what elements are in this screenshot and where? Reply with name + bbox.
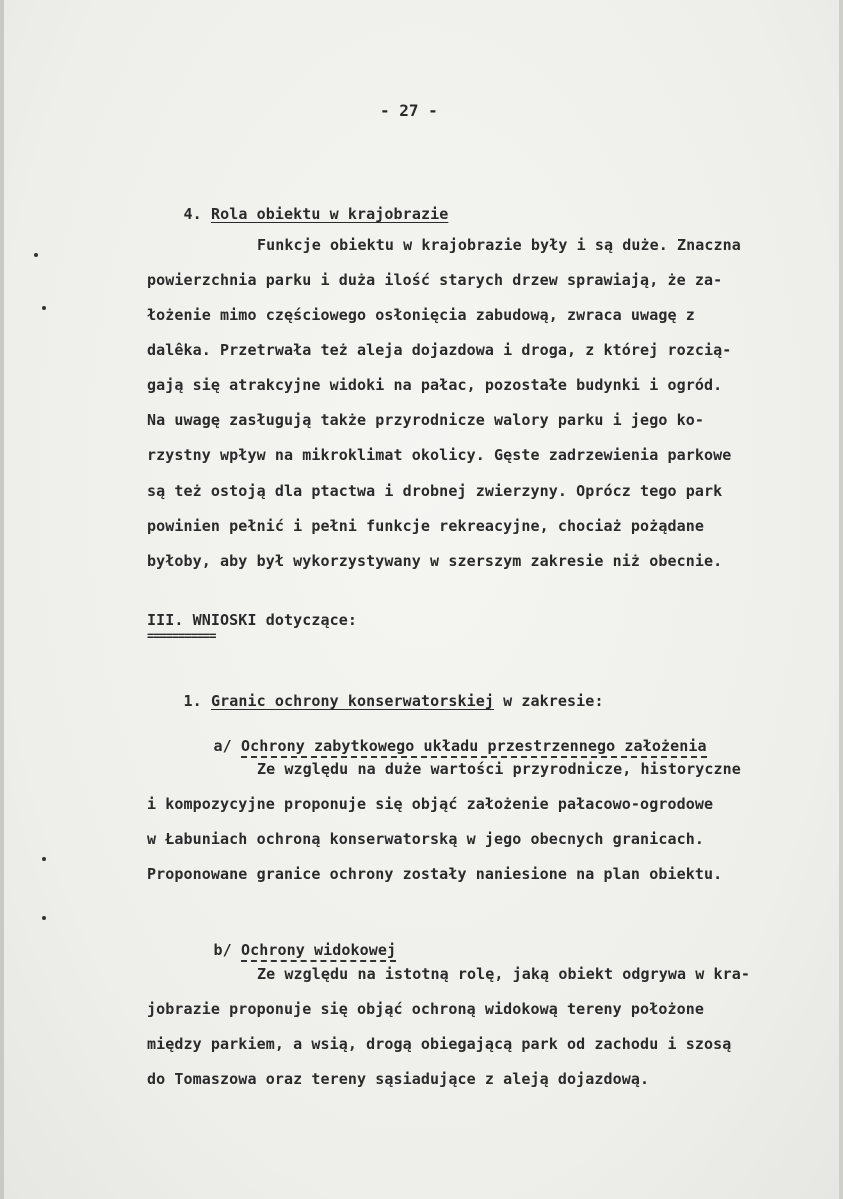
section-title: Rola obiektu w krajobrazie xyxy=(210,205,449,223)
subitem-label: b/ xyxy=(213,941,241,959)
paragraph-line: do Tomaszowa oraz tereny sąsiadujące z aleją dojazdową. xyxy=(147,1070,650,1088)
paragraph-line: w Łabuniach ochroną konserwatorską w jego obecnych granicach. xyxy=(147,830,704,848)
paragraph-line: Proponowane granice ochrony zostały naniesione na plan obiektu. xyxy=(147,865,723,883)
paragraph-line: i kompozycyjne proponuje się objąć założenie pałacowo-ogrodowe xyxy=(147,795,714,813)
margin-dot xyxy=(34,253,38,257)
page-number: - 27 - xyxy=(380,101,438,120)
item-number: 1. xyxy=(183,692,202,710)
paragraph-line: są też ostoją dla ptactwa i drobnej zwierzyny. Oprócz tego park xyxy=(147,482,723,500)
margin-dot xyxy=(42,916,46,920)
subitem-title: Ochrony zabytkowego układu przestrzennego założenia xyxy=(241,737,707,758)
item-title: Granic ochrony konserwatorskiej xyxy=(210,692,494,710)
margin-dot xyxy=(42,857,46,861)
item-suffix: w zakresie: xyxy=(494,692,604,710)
heading-double-underline: =========== xyxy=(147,629,216,643)
paragraph-line: Na uwagę zasługują także przyrodnicze walory parku i jego ko- xyxy=(147,411,704,429)
page-edge-right xyxy=(839,0,843,1199)
page-edge-left xyxy=(0,0,4,1199)
subitem-label: a/ xyxy=(213,737,241,755)
paragraph-line: rzystny wpływ na mikroklimat okolicy. Gęste zadrzewienia parkowe xyxy=(147,446,732,464)
paragraph-line: dalêka. Przetrwała też aleja dojazdowa i droga, z której rozcią- xyxy=(147,341,732,359)
margin-dot xyxy=(42,306,46,310)
paragraph-line: jobrazie proponuje się objąć ochroną widokową tereny położone xyxy=(147,1000,704,1018)
paragraph-line: gają się atrakcyjne widoki na pałac, pozostałe budynki i ogród. xyxy=(147,376,723,394)
section-number: 4. xyxy=(183,205,202,223)
paragraph-line: Ze względu na istotną rolę, jaką obiekt odgrywa w kra- xyxy=(257,965,751,983)
paragraph-line: łożenie mimo częściowego osłonięcia zabudową, zwraca uwagę z xyxy=(147,306,695,324)
paragraph-line: między parkiem, a wsią, drogą obiegającą park od zachodu i szosą xyxy=(147,1035,732,1053)
subitem-title: Ochrony widokowej xyxy=(241,941,396,962)
paragraph-line: Funkcje obiektu w krajobrazie były i są duże. Znaczna xyxy=(257,236,741,254)
paragraph-line: powinien pełnić i pełni funkcje rekreacyjne, chociaż pożądane xyxy=(147,517,704,535)
paragraph-line: powierzchnia parku i duża ilość starych drzew sprawiają, że za- xyxy=(147,271,723,289)
paragraph-line: Ze względu na duże wartości przyrodnicze, historyczne xyxy=(257,760,741,778)
paragraph-line: byłoby, aby był wykorzystywany w szerszym zakresie niż obecnie. xyxy=(147,552,723,570)
section-heading: III. WNIOSKI dotyczące: xyxy=(147,611,358,629)
